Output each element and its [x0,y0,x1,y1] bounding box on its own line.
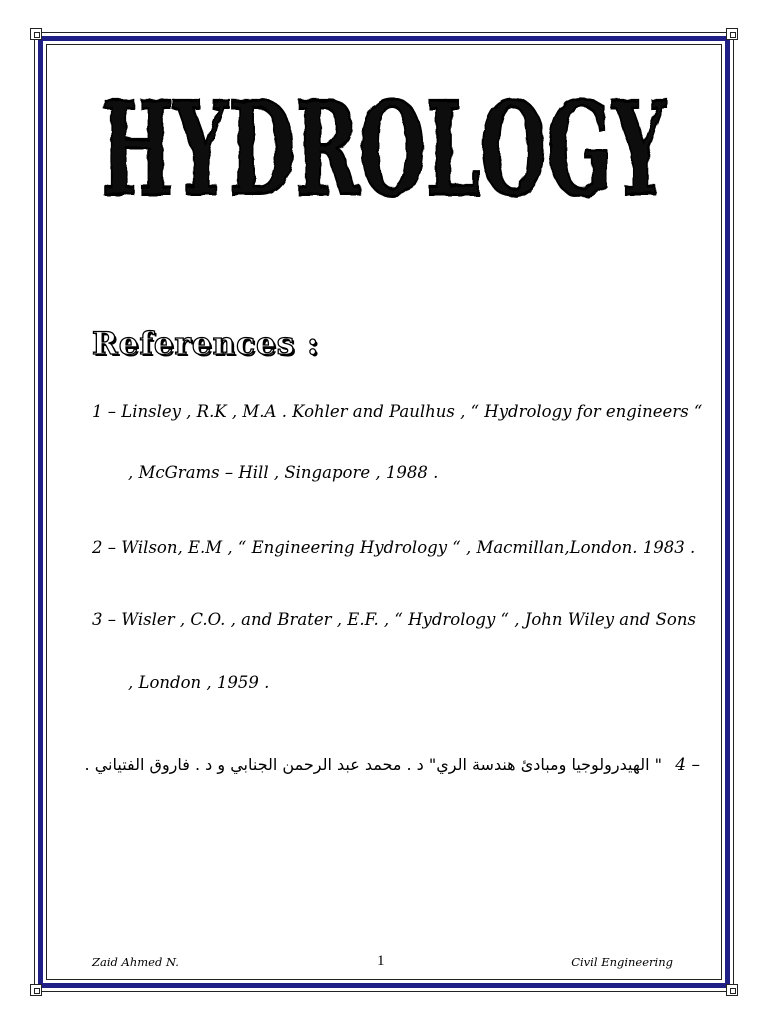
reference-4-number: 4 – [675,755,700,775]
border-corner-ornament [726,984,738,996]
references-heading: References : [92,326,320,362]
border-corner-ornament [726,28,738,40]
reference-1-line-2: , McGrams – Hill , Singapore , 1988 . [128,463,439,482]
reference-2: 2 – Wilson, E.M , “ Engineering Hydrology “ , Macmillan,London. 1983 . [92,538,696,557]
reference-1-line-1: 1 – Linsley , R.K , M.A . Kohler and Paulhus , “ Hydrology for engineers “ [92,402,703,421]
title-text: HYDROLOGY [101,75,668,225]
border-corner-ornament [30,28,42,40]
title-graphic [60,62,708,232]
footer-author: Zaid Ahmed N. [92,955,179,969]
reference-4-text: " الهيدرولوجيا ومبادئ هندسة الري" د . محمد عبد الرحمن الجنابي و د . فاروق الفتياني . [84,755,662,774]
page-number: 1 [377,953,385,969]
border-corner-ornament [30,984,42,996]
reference-3-line-1: 3 – Wisler , C.O. , and Brater , E.F. , “ Hydrology “ , John Wiley and Sons [92,610,696,629]
page-title [60,62,708,232]
footer-department: Civil Engineering [571,955,673,969]
reference-3-line-2: , London , 1959 . [128,673,270,692]
